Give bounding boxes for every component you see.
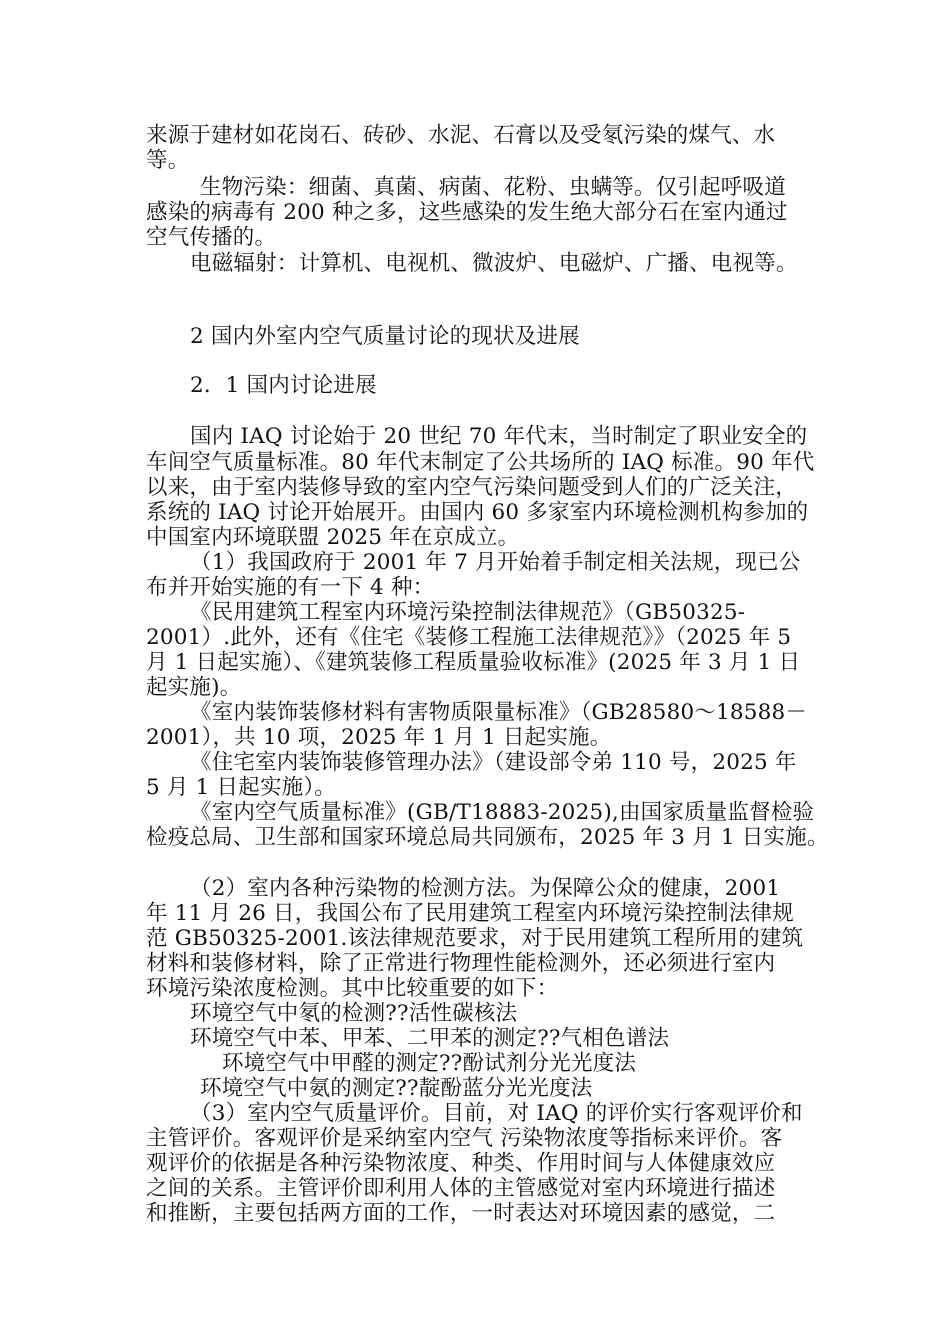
- text-line: 主管评价。客观评价是采纳室内空气 污染物浓度等指标来评价。客: [146, 1126, 783, 1151]
- text-line: 环境空气中氨的测定??靛酚蓝分光光度法: [200, 1076, 593, 1101]
- text-line: 生物污染：细菌、真菌、病菌、花粉、虫螨等。仅引起呼吸道: [200, 175, 786, 200]
- text-line: 材料和装修材料，除了正常进行物理性能检测外，还必须进行室内: [146, 951, 776, 976]
- text-line: 年 11 月 26 日，我国公布了民用建筑工程室内环境污染控制法律规: [146, 901, 794, 926]
- text-line: 以来，由于室内装修导致的室内空气污染问题受到人们的广泛关注，: [146, 475, 798, 500]
- text-line: 车间空气质量标准。80 年代末制定了公共场所的 IAQ 标准。90 年代: [146, 450, 815, 475]
- text-line: 和推断，主要包括两方面的工作，一时表达对环境因素的感觉，二: [146, 1201, 776, 1226]
- text-line: 《民用建筑工程室内环境污染控制法律规范》（GB50325-: [190, 600, 746, 625]
- text-line: 观评价的依据是各种污染物浓度、种类、作用时间与人体健康效应: [146, 1151, 776, 1176]
- text-line: 环境空气中苯、甲苯、二甲苯的测定??气相色谱法: [190, 1026, 670, 1051]
- text-line: （2）室内各种污染物的检测方法。为保障公众的健康，2001: [190, 876, 781, 901]
- text-line: 环境空气中甲醛的测定??酚试剂分光光度法: [222, 1051, 637, 1076]
- text-line: 《住宅室内装饰装修管理办法》（建设部令弟 110 号，2025 年: [190, 750, 797, 775]
- text-line: （3）室内空气质量评价。目前，对 IAQ 的评价实行客观评价和: [190, 1101, 803, 1126]
- text-line: 感染的病毒有 200 种之多，这些感染的发生绝大部分石在室内通过: [146, 200, 788, 225]
- text-line: 月 1 日起实施）、《建筑装修工程质量验收标准》(2025 年 3 月 1 日: [146, 650, 801, 675]
- text-line: 环境空气中氡的检测??活性碳核法: [190, 1001, 518, 1026]
- text-line: 《室内空气质量标准》(GB/T18883-2025),由国家质量监督检验: [190, 800, 815, 825]
- text-line: 之间的关系。主管评价即利用人体的主管感觉对室内环境进行描述: [146, 1176, 776, 1201]
- text-line: 布并开始实施的有一下 4 种：: [146, 575, 435, 600]
- text-line: 等。: [146, 148, 190, 173]
- text-line: 来源于建材如花岗石、砖砂、水泥、石膏以及受氡污染的煤气、水: [146, 123, 776, 148]
- text-line: 中国室内环境联盟 2025 年在京成立。: [146, 525, 520, 550]
- text-line: 范 GB50325-2001.该法律规范要求，对于民用建筑工程所用的建筑: [146, 926, 804, 951]
- text-line: 系统的 IAQ 讨论开始展开。由国内 60 多家室内环境检测机构参加的: [146, 500, 809, 525]
- text-line: 空气传播的。: [146, 225, 277, 250]
- text-line: 2001）.此外，还有《住宅《装修工程施工法律规范》》（2025 年 5: [146, 625, 792, 650]
- text-line: 电磁辐射：计算机、电视机、微波炉、电磁炉、广播、电视等。: [190, 251, 798, 276]
- subsection-heading: 2．1 国内讨论进展: [190, 373, 377, 398]
- text-line: 2001），共 10 项，2025 年 1 月 1 日起实施。: [146, 725, 612, 750]
- text-line: 国内 IAQ 讨论始于 20 世纪 70 年代末，当时制定了职业安全的: [190, 424, 808, 449]
- text-line: 环境污染浓度检测。其中比较重要的如下：: [146, 976, 559, 1001]
- text-line: 5 月 1 日起实施）。: [146, 775, 337, 800]
- section-heading: 2 国内外室内空气质量讨论的现状及进展: [190, 324, 580, 349]
- text-line: 起实施)。: [146, 675, 242, 700]
- text-line: 《室内装饰装修材料有害物质限量标准》（GB28580～18588－: [190, 700, 808, 725]
- text-line: 检疫总局、卫生部和国家环境总局共同颁布，2025 年 3 月 1 日实施。: [146, 825, 829, 850]
- text-line: （1）我国政府于 2001 年 7 月开始着手制定相关法规，现已公: [190, 550, 801, 575]
